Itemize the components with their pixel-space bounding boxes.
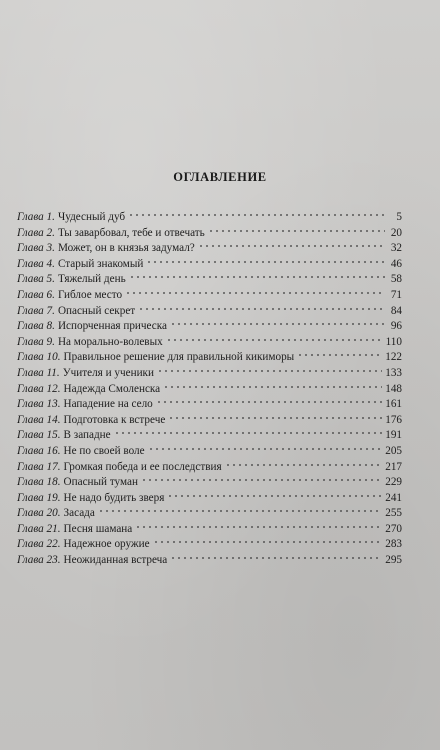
chapter-title: Неожиданная встреча [63, 554, 168, 567]
dot-leader [114, 430, 383, 436]
chapter-label: Глава 21. [17, 522, 61, 535]
chapter-label: Глава 18. [17, 476, 61, 489]
dot-leader [148, 446, 383, 452]
chapter-title: Не надо будить зверя [63, 491, 165, 504]
chapter-page-number: 133 [385, 366, 402, 379]
dot-leader [135, 524, 382, 530]
toc-entry [17, 350, 402, 366]
dot-leader [156, 399, 382, 405]
chapter-page-number: 295 [385, 554, 402, 567]
chapter-label: Глава 3. [17, 242, 55, 255]
toc-entry [17, 272, 402, 288]
chapter-page-number: 148 [385, 382, 402, 395]
toc-entry [17, 304, 402, 320]
dot-leader [129, 274, 385, 280]
table-of-contents-title: ОГЛАВЛЕНИЕ [173, 170, 267, 184]
chapter-title: Старый знакомый [57, 257, 144, 270]
dot-leader [170, 555, 382, 561]
dot-leader [168, 415, 382, 421]
toc-entry [17, 319, 402, 335]
chapter-label: Глава 4. [17, 257, 55, 270]
chapter-label: Глава 17. [17, 460, 61, 473]
toc-entry [17, 537, 402, 553]
chapter-title: Надежное оружие [63, 538, 150, 551]
chapter-title: Нападение на село [63, 398, 153, 411]
dot-leader [166, 337, 383, 343]
toc-entry [17, 210, 402, 226]
chapter-page-number: 191 [385, 429, 402, 442]
chapter-page-number: 96 [390, 320, 402, 333]
chapter-title: Подготовка к встрече [63, 413, 166, 426]
chapter-page-number: 229 [385, 476, 402, 489]
toc-entry [17, 522, 402, 538]
chapter-label: Глава 16. [17, 444, 61, 457]
dot-leader [198, 243, 385, 249]
chapter-label: Глава 7. [17, 304, 55, 317]
chapter-title: Тяжелый день [57, 273, 126, 286]
chapter-page-number: 161 [385, 398, 402, 411]
chapter-label: Глава 8. [17, 320, 55, 333]
chapter-title: На морально-волевых [57, 335, 163, 348]
chapter-page-number: 71 [390, 288, 402, 301]
chapter-page-number: 205 [385, 444, 402, 457]
chapter-page-number: 58 [390, 273, 402, 286]
chapter-page-number: 84 [390, 304, 402, 317]
toc-entry [17, 366, 402, 382]
chapter-page-number: 20 [390, 226, 402, 239]
chapter-page-number: 110 [385, 335, 402, 348]
chapter-label: Глава 19. [17, 491, 61, 504]
toc-entry [17, 288, 402, 304]
chapter-page-number: 176 [385, 413, 402, 426]
chapter-page-number: 122 [385, 351, 402, 364]
toc-entry [17, 226, 402, 242]
dot-leader [167, 493, 382, 499]
chapter-page-number: 283 [385, 538, 402, 551]
dot-leader [170, 321, 385, 327]
toc-entry [17, 382, 402, 398]
dot-leader [146, 259, 385, 265]
chapter-title: Надежда Смоленска [63, 382, 161, 395]
chapter-title: Чудесный дуб [57, 211, 126, 223]
dot-leader [225, 462, 383, 468]
toc-entry [17, 397, 402, 413]
dot-leader [128, 212, 385, 218]
chapter-page-number: 270 [385, 522, 402, 535]
dot-leader [141, 477, 382, 483]
chapter-label: Глава 14. [17, 413, 61, 426]
toc-entry [17, 553, 402, 569]
chapter-title: В западне [63, 429, 111, 442]
chapter-title: Ты заварбовал, тебе и отвечать [57, 226, 205, 239]
chapter-title: Может, он в князья задумал? [57, 242, 195, 255]
chapter-page-number: 217 [385, 460, 402, 473]
dot-leader [125, 290, 385, 296]
chapter-label: Глава 15. [17, 429, 61, 442]
chapter-label: Глава 6. [17, 288, 55, 301]
chapter-title: Засада [63, 507, 95, 520]
chapter-title: Испорченная прическа [57, 320, 167, 333]
chapter-label: Глава 2. [17, 226, 55, 239]
chapter-page-number: 241 [385, 491, 402, 504]
dot-leader [138, 306, 385, 312]
chapter-label: Глава 22. [17, 538, 61, 551]
chapter-title: Правильное решение для правильной кикиморы [63, 351, 295, 364]
chapter-page-number: 46 [390, 257, 402, 270]
dot-leader [153, 539, 383, 545]
chapter-title: Учителя и ученики [62, 366, 154, 379]
chapter-label: Глава 11. [17, 366, 60, 379]
chapter-title: Гиблое место [57, 288, 123, 301]
toc-entry [17, 475, 402, 491]
chapter-title: Громкая победа и ее последствия [63, 460, 222, 473]
toc-entry [17, 428, 402, 444]
dot-leader [98, 508, 382, 514]
toc-entry [17, 335, 402, 351]
chapter-page-number: 255 [385, 507, 402, 520]
dot-leader [297, 352, 382, 358]
chapter-title: Опасный туман [63, 476, 138, 489]
chapter-label: Глава 20. [17, 507, 61, 520]
dot-leader [157, 368, 382, 374]
chapter-page-number: 5 [396, 211, 402, 223]
chapter-title: Опасный секрет [57, 304, 136, 317]
table-of-contents-list [17, 210, 402, 569]
chapter-title: Не по своей воле [63, 444, 145, 457]
chapter-label: Глава 12. [17, 382, 61, 395]
chapter-label: Глава 13. [17, 398, 61, 411]
toc-entry [17, 460, 402, 476]
toc-entry [17, 506, 402, 522]
dot-leader [208, 228, 385, 234]
chapter-label: Глава 10. [17, 351, 61, 364]
chapter-label: Глава 1. [17, 211, 55, 223]
toc-entry [17, 257, 402, 273]
chapter-label: Глава 23. [17, 554, 61, 567]
toc-entry [17, 241, 402, 257]
dot-leader [163, 384, 382, 390]
toc-entry [17, 413, 402, 429]
toc-entry [17, 444, 402, 460]
chapter-title: Песня шамана [63, 522, 133, 535]
toc-entry [17, 491, 402, 507]
chapter-label: Глава 5. [17, 273, 55, 286]
chapter-page-number: 32 [390, 242, 402, 255]
chapter-label: Глава 9. [17, 335, 55, 348]
